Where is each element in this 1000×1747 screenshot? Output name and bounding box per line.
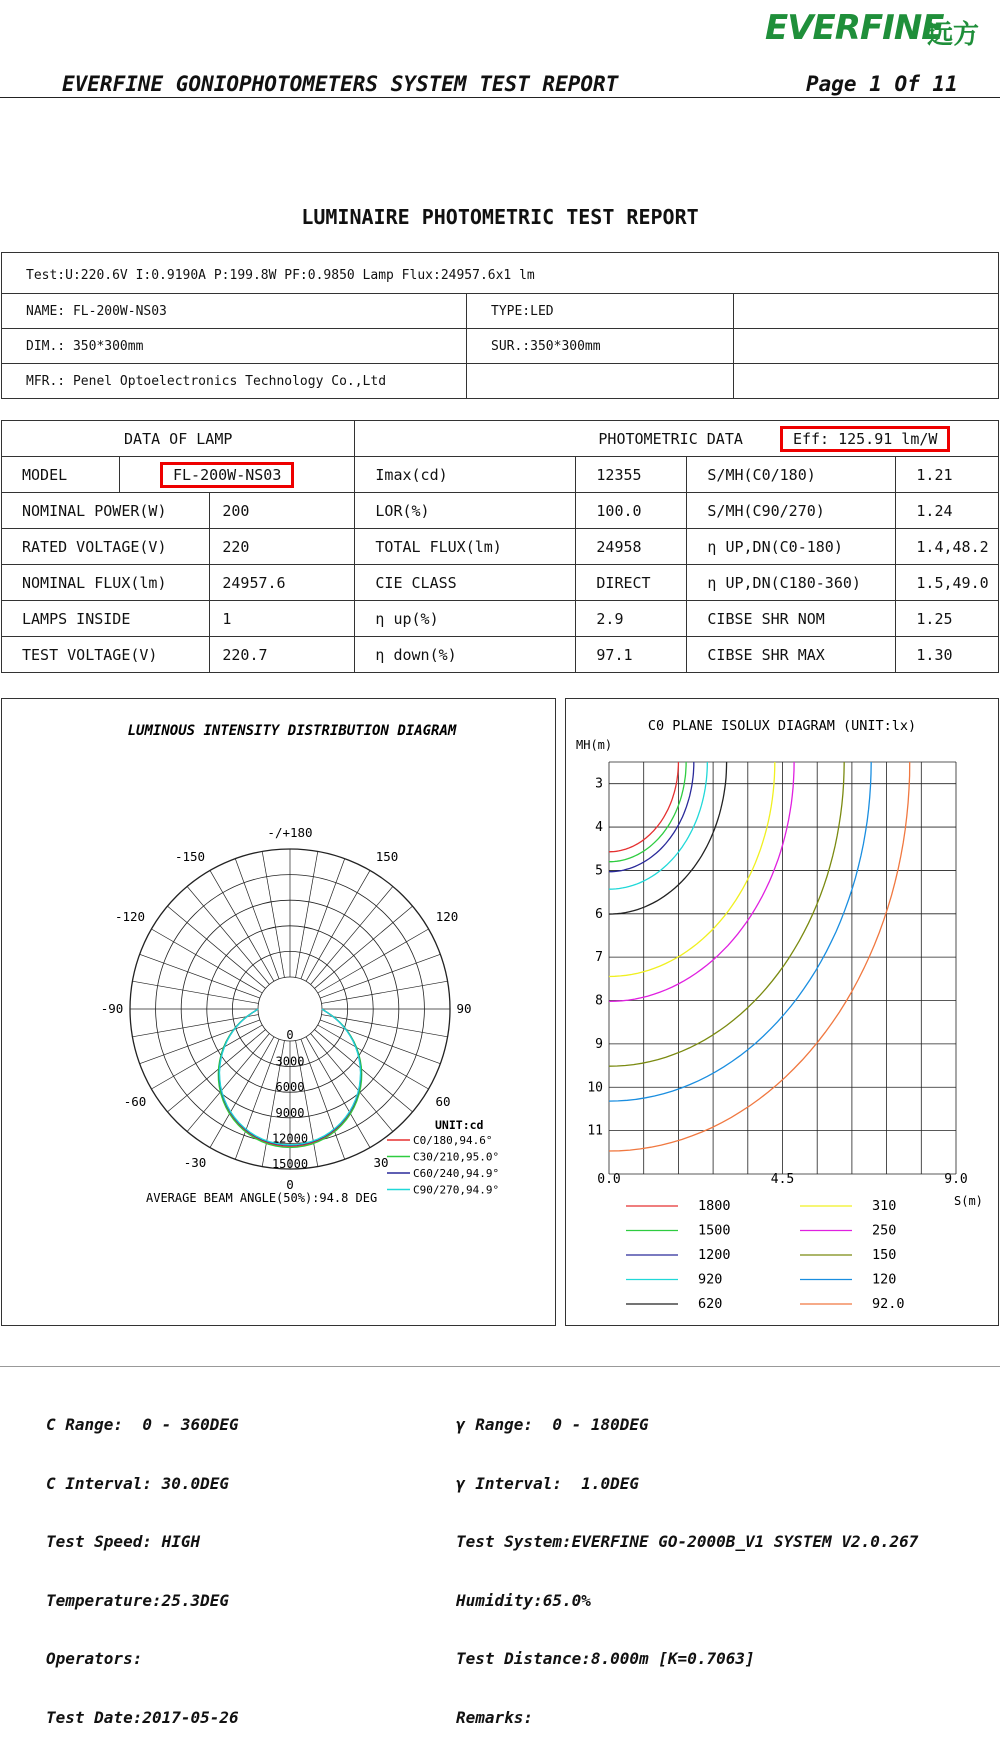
polar-ring-label: 9000 (275, 1105, 305, 1120)
polar-spoke (262, 851, 284, 977)
isolux-x-tick: 4.5 (770, 1172, 795, 1187)
empty-cell (734, 329, 999, 364)
test-speed: Test Speed: HIGH (46, 1532, 201, 1551)
pd-value: 1.30 (896, 637, 999, 673)
isolux-curve (609, 762, 694, 872)
c-range: C Range: 0 - 360DEG (46, 1415, 239, 1434)
everfine-logo-cn: 远方 (927, 20, 980, 50)
isolux-legend-label: 150 (872, 1247, 897, 1263)
isolux-panel (565, 698, 999, 1326)
pd-value: 100.0 (576, 493, 687, 529)
pd-label: TOTAL FLUX(lm) (355, 529, 576, 565)
pd-value: 2.9 (576, 601, 687, 637)
pd-label: η UP,DN(C180-360) (687, 565, 896, 601)
polar-angle-label: -90 (100, 1001, 124, 1016)
lamp-value: 220.7 (210, 637, 355, 673)
isolux-legend-label: 1800 (698, 1198, 731, 1214)
empty-cell (467, 364, 734, 399)
isolux-curve (609, 762, 727, 914)
polar-spoke (322, 1015, 448, 1037)
polar-angle-label: -30 (183, 1155, 207, 1170)
isolux-x-tick: 9.0 (944, 1172, 968, 1187)
lamp-label: NOMINAL FLUX(lm) (2, 565, 210, 601)
polar-angle-label: 150 (375, 849, 399, 864)
polar-legend-label: C30/210,95.0° (413, 1150, 500, 1164)
isolux-y-tick: 9 (595, 1036, 603, 1052)
polar-spoke (301, 859, 345, 979)
isolux-y-tick: 11 (587, 1123, 603, 1139)
lamp-heading: DATA OF LAMP (2, 421, 355, 457)
isolux-curve (609, 762, 910, 1151)
isolux-diagram (566, 699, 998, 1325)
polar-spoke (320, 954, 440, 998)
pd-label: CIBSE SHR NOM (687, 601, 896, 637)
isolux-legend-label: 920 (698, 1271, 723, 1288)
pd-label: η UP,DN(C0-180) (687, 529, 896, 565)
test-line: Test:U:220.6V I:0.9190A P:199.8W PF:0.9850 Lamp Flux:24957.6x1 lm (2, 253, 999, 294)
efficacy-value: Eff: 125.91 lm/W (780, 426, 951, 452)
gamma-interval: γ Interval: 1.0DEG (456, 1473, 640, 1493)
polar-ring-label: 0 (286, 1028, 294, 1042)
model-value-cell (120, 457, 355, 493)
isolux-y-tick: 6 (595, 906, 603, 922)
lamp-label: TEST VOLTAGE(V) (2, 637, 210, 673)
polar-spoke (132, 981, 258, 1003)
photometric-table (1, 420, 999, 673)
pd-value: 12355 (576, 457, 687, 493)
test-distance: Test Distance:8.000m [K=0.7063] (456, 1649, 755, 1668)
humidity: Humidity:65.0% (456, 1590, 591, 1610)
polar-legend-label: C90/270,94.9° (413, 1183, 500, 1197)
isolux-x-tick: 0.0 (597, 1172, 621, 1187)
pd-label: CIBSE SHR MAX (687, 637, 896, 673)
pd-label: S/MH(C0/180) (687, 457, 896, 493)
isolux-legend-label: 1500 (698, 1222, 731, 1239)
polar-spoke (315, 906, 413, 988)
pd-value: DIRECT (576, 565, 687, 601)
polar-ring-label: 3000 (275, 1054, 305, 1069)
polar-spoke (315, 1030, 413, 1112)
info-table (1, 252, 999, 399)
polar-legend-label: C0/180,94.6° (413, 1134, 493, 1147)
beam-angle: AVERAGE BEAM ANGLE(50%):94.8 DEG (146, 1191, 378, 1205)
isolux-curve (609, 762, 794, 1001)
polar-spoke (167, 906, 265, 988)
polar-angle-label: -60 (123, 1094, 147, 1109)
empty-cell (734, 294, 999, 329)
gamma-range: γ Range: 0 - 180DEG (456, 1415, 649, 1434)
polar-legend-label: C60/240,94.9° (413, 1167, 500, 1180)
empty-cell (734, 364, 999, 399)
isolux-y-tick: 4 (595, 820, 603, 836)
isolux-y-tick: 8 (595, 993, 603, 1009)
isolux-legend-label: 310 (872, 1198, 897, 1214)
name-cell: NAME: FL-200W-NS03 (2, 294, 467, 329)
isolux-legend-label: 1200 (698, 1247, 731, 1263)
pd-value: 97.1 (576, 637, 687, 673)
polar-title: LUMINOUS INTENSITY DISTRIBUTION DIAGRAM (127, 723, 457, 739)
polar-spoke (167, 1030, 265, 1112)
polar-spoke (296, 851, 318, 977)
operators: Operators: (46, 1649, 143, 1668)
polar-spoke (311, 886, 393, 984)
polar-angle-label: 0 (286, 1177, 294, 1192)
polar-spoke (311, 1034, 393, 1132)
isolux-legend-label: 620 (698, 1296, 723, 1312)
test-system: Test System:EVERFINE GO-2000B_V1 SYSTEM V2.0.267 (456, 1532, 919, 1551)
photometric-heading-cell (355, 421, 999, 457)
photometric-heading: PHOTOMETRIC DATA (598, 429, 743, 448)
pd-label: S/MH(C90/270) (687, 493, 896, 529)
polar-angle-label: 30 (373, 1155, 389, 1170)
report-title: LUMINAIRE PHOTOMETRIC TEST REPORT (301, 205, 699, 229)
isolux-legend-label: 120 (872, 1271, 897, 1288)
polar-angle-label: -150 (174, 849, 206, 864)
pd-label: Imax(cd) (355, 457, 576, 493)
type-cell: TYPE:LED (467, 294, 734, 329)
isolux-legend-label: 92.0 (872, 1296, 905, 1312)
isolux-y-tick: 3 (595, 776, 603, 792)
polar-ring-label: 15000 (271, 1157, 309, 1171)
polar-angle-label: -/+180 (267, 825, 313, 840)
dim-cell: DIM.: 350*300mm (2, 329, 467, 364)
pd-value: 1.24 (896, 493, 999, 529)
polar-angle-label: 90 (456, 1001, 472, 1016)
c-interval: C Interval: 30.0DEG (46, 1473, 230, 1493)
isolux-ylabel: MH(m) (576, 738, 613, 752)
pd-label: LOR(%) (355, 493, 576, 529)
polar-spoke (187, 1034, 269, 1132)
isolux-title: C0 PLANE ISOLUX DIAGRAM (UNIT:lx) (647, 718, 917, 734)
lamp-label: LAMPS INSIDE (2, 601, 210, 637)
isolux-y-tick: 5 (595, 863, 603, 879)
page-indicator: Page 1 Of 11 (806, 72, 958, 96)
polar-angle-label: 120 (435, 909, 459, 924)
pd-value: 1.25 (896, 601, 999, 637)
polar-spoke (235, 859, 279, 979)
report-header-title: EVERFINE GONIOPHOTOMETERS SYSTEM TEST REPORT (62, 72, 619, 96)
pd-value: 1.4,48.2 (896, 529, 999, 565)
isolux-curve (609, 762, 686, 862)
remarks: Remarks: (456, 1707, 534, 1727)
isolux-xlabel: S(m) (954, 1194, 983, 1208)
polar-angle-label: 60 (435, 1094, 451, 1109)
lamp-value: 24957.6 (210, 565, 355, 601)
isolux-y-tick: 7 (595, 950, 603, 966)
mfr-cell: MFR.: Penel Optoelectronics Technology Co.,Ltd (2, 364, 467, 399)
isolux-legend-label: 250 (872, 1222, 897, 1239)
polar-diagram-panel (1, 698, 556, 1326)
pd-label: η down(%) (355, 637, 576, 673)
polar-diagram (2, 699, 555, 1325)
polar-unit: UNIT:cd (435, 1118, 484, 1132)
everfine-logo: EVERFINE (765, 8, 944, 48)
polar-spoke (322, 981, 448, 1003)
pd-value: 24958 (576, 529, 687, 565)
model-value: FL-200W-NS03 (160, 462, 294, 488)
lamp-label: RATED VOLTAGE(V) (2, 529, 210, 565)
pd-value: 1.21 (896, 457, 999, 493)
sur-cell: SUR.:350*300mm (467, 329, 734, 364)
polar-ring-label: 6000 (275, 1080, 305, 1095)
pd-label: η up(%) (355, 601, 576, 637)
polar-spoke (140, 954, 260, 998)
polar-spoke (132, 1015, 258, 1037)
footer-left (46, 1376, 239, 1747)
lamp-value: 200 (210, 493, 355, 529)
polar-spoke (140, 1020, 260, 1064)
polar-spoke (320, 1020, 440, 1064)
pd-value: 1.5,49.0 (896, 565, 999, 601)
isolux-y-tick: 10 (587, 1080, 603, 1096)
pd-label: CIE CLASS (355, 565, 576, 601)
footer-divider (0, 1366, 1000, 1367)
polar-angle-label: -120 (114, 909, 146, 924)
lamp-value: 1 (210, 601, 355, 637)
model-label: MODEL (2, 457, 120, 493)
footer-right (456, 1376, 918, 1747)
temperature: Temperature:25.3DEG (46, 1590, 230, 1610)
polar-ring-label: 12000 (271, 1131, 309, 1146)
header-divider (0, 97, 1000, 98)
test-date: Test Date:2017-05-26 (46, 1707, 239, 1727)
lamp-value: 220 (210, 529, 355, 565)
lamp-label: NOMINAL POWER(W) (2, 493, 210, 529)
polar-spoke (187, 886, 269, 984)
